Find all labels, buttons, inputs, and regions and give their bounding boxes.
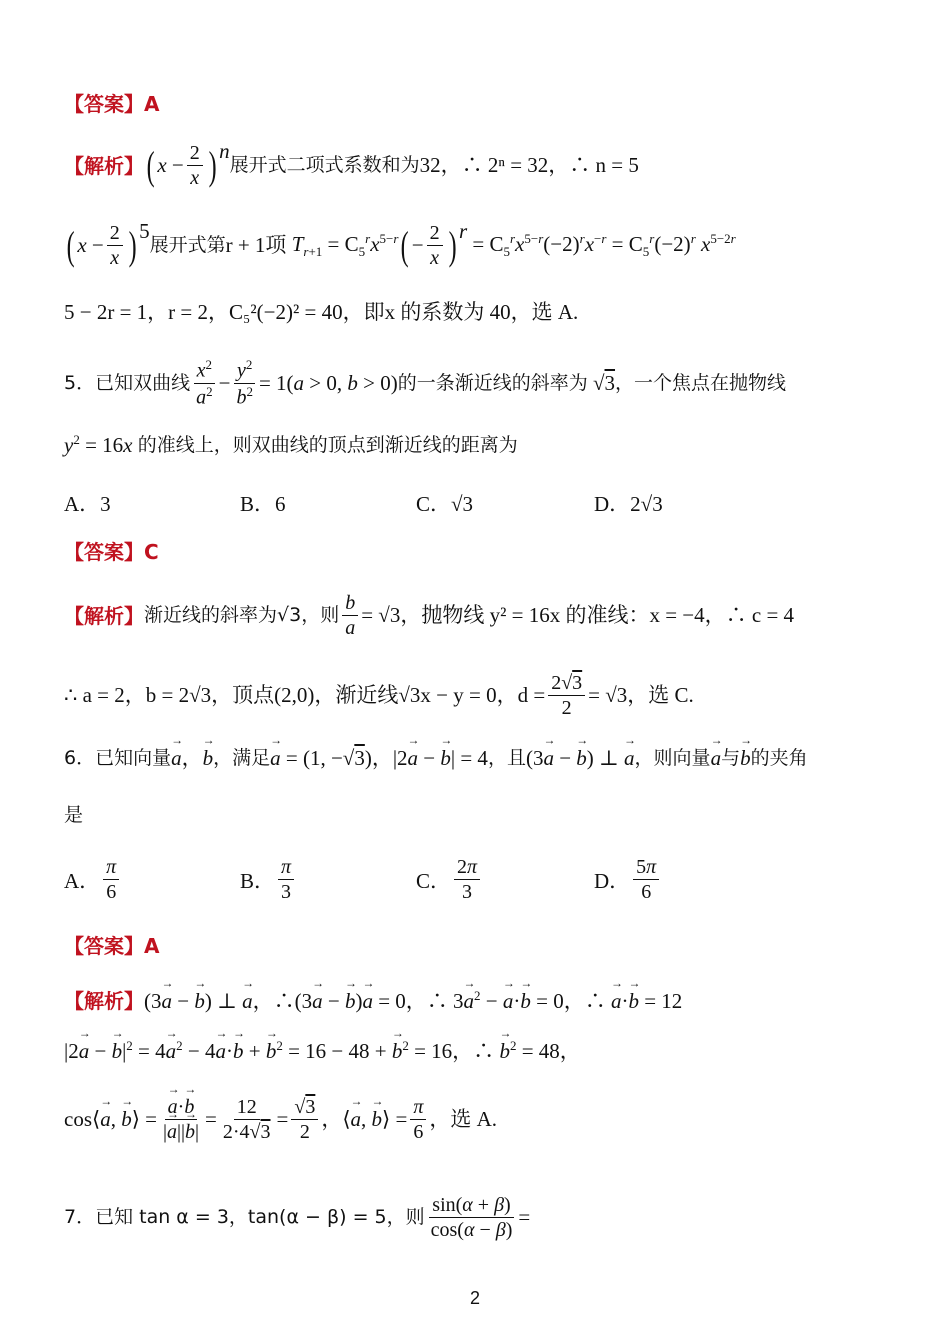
- q5-option-b: B．6: [240, 492, 286, 516]
- q5-ana2: = √3，抛物线 y² = 16x 的准线：x = −4，∴ c = 4: [361, 602, 795, 627]
- analysis-tag: 【解析】: [64, 603, 144, 628]
- q6-stem-e: 与: [721, 747, 741, 770]
- q6-option-a: A． $\frac{\pi}{6}$: [64, 856, 122, 903]
- q6-answer: [64, 934, 890, 958]
- q6-select: ，选 A.: [429, 1106, 498, 1131]
- q5-stem-b: 的一条渐近线的斜率为: [397, 371, 588, 394]
- q4-line1-text: 展开式二项式系数和为: [229, 154, 420, 177]
- q6-stem-f: 的夹角: [750, 747, 808, 770]
- q6-option-d: D． $\frac{5\pi}{6}$: [594, 856, 662, 903]
- q4-analysis-line3: [64, 300, 890, 325]
- q5-ana3: ∴ a = 2，b = 2√3，顶点(2,0)，渐近线√3x − y = 0，d =: [64, 682, 546, 707]
- q6-stem-c: ，且: [487, 747, 526, 770]
- q5-ana1: 渐近线的斜率为√3，则: [144, 604, 340, 627]
- q5-answer: [64, 540, 890, 564]
- q6-stem-g: 是: [64, 804, 84, 826]
- q5-stem-c: ，一个焦点在抛物线: [615, 371, 787, 394]
- answer-tag: 【答案】: [64, 540, 144, 564]
- q5-stem-line2: $y^2 = 16x$ 的准线上，则双曲线的顶点到渐近线的距离为: [64, 432, 518, 457]
- q6-option-c: C． $\frac{2\pi}{3}$: [416, 856, 483, 903]
- q5-analysis-line2: ∴ a = 2，b = 2√3，顶点(2,0)，渐近线√3x − y = 0，d = $\frac{2√3}{2}$ = √3，选 C.: [64, 672, 694, 719]
- q6-analysis-line1: 【解析】 (3→ a − → b) ⊥ → a，∴(3→ a − → b)→ a = 0，∴ $3\to a^2$ − → a·→ b = 0，∴ → a·→ b = 12: [64, 988, 890, 1014]
- q6-stem-line1: 6．已知向量 → a ， → b ，满足 → a = (1, −√3)，|2→ a − → b| = 4 ，且 (3→ a − → b) ⊥ → a ，则向量 → a 与 → b 的夹角: [64, 746, 890, 771]
- q4-line3: 5 − 2r = 1，r = 2，C₅²(−2)² = 40，即x 的系数为 40，选 A.: [64, 300, 579, 324]
- q6-analysis-line3: cos⟨→ a, → b⟩ = → $\frac{a\cdot\to b}{|\to a||\to b|}$ = $\frac{12}{2\cdot 4√3}$ = $\frac{√3}{2}$ ，⟨→ a, → b⟩ = $\frac{\pi}{6}$ ，选 A.: [64, 1096, 890, 1143]
- q6-stem-a: 6．已知向量: [64, 747, 172, 770]
- q6-option-b: B． $\frac{\pi}{3}$: [240, 856, 297, 903]
- q5-option-d: D．2√3: [594, 492, 663, 516]
- answer-value: A: [144, 934, 160, 958]
- q7-stem-text: 7．已知 tan α = 3，tan(α − β) = 5，则: [64, 1206, 425, 1229]
- answer-tag: 【答案】: [64, 92, 144, 116]
- q4-analysis-line2: ( x − $\frac{2}{x}$ ) 5 展开式第 r + 1项 $T_{r+1} = C_5^rx^{5-r}$ ( − $\frac{2}{x}$ ) r = $C_5^rx^{5-r}(-2)^rx^{-r} = C_5^r(-2)^r$ $x^{5-2r}$: [66, 218, 736, 269]
- q5-stem-d: 的准线上，则双曲线的顶点到渐近线的距离为: [137, 433, 518, 456]
- q5-analysis-line1: 【解析】 渐近线的斜率为√3，则 $\frac{b}{a}$ = √3，抛物线 y² = 16x 的准线：x = −4，∴ c = 4: [64, 592, 795, 639]
- q6-analysis-line2: |2→ a − → $b|^2 = 4\to a^2 - 4\to a\cdot\to b$ + → $b^2 = 16 - 48$ + → $b^2 = 16$，∴ → $b^2 = 48$，: [64, 1038, 890, 1064]
- q6-stem-d: ，则向量: [634, 747, 711, 770]
- page-number: 2: [469, 1288, 480, 1308]
- analysis-tag: 【解析】: [64, 153, 144, 178]
- q7-stem: 7．已知 tan α = 3，tan(α − β) = 5，则 $\frac{\sin(\alpha + \beta)}{\cos(\alpha - \beta)}$ =: [64, 1194, 531, 1241]
- q6-stem-line2: [64, 804, 890, 827]
- q5-option-a: A．3: [64, 492, 111, 516]
- q5-option-c: C．√3: [416, 492, 474, 516]
- q5-ana4: = √3，选 C.: [588, 682, 694, 707]
- q4-analysis-line1: 【解析】 ( x − $\frac{2}{x}$ ) n 展开式二项式系数和为 32，∴ 2ⁿ = 32，∴ n = 5: [64, 138, 639, 189]
- q5-stem-a: 5．已知双曲线: [64, 371, 191, 394]
- q5-stem-line1: 5．已知双曲线 $\frac{x^2}{a^2}$ − $\frac{y^2}{b^2}$ = 1(a > 0, b > 0) 的一条渐近线的斜率为 √3 ，一个焦点在抛物线: [64, 357, 787, 409]
- q4-line2-term: r + 1项: [225, 232, 287, 257]
- answer-value: A: [144, 92, 160, 116]
- answer-tag: 【答案】: [64, 934, 144, 958]
- q4-line1-math: 32，∴ 2ⁿ = 32，∴ n = 5: [419, 152, 639, 177]
- q6-stem-b: ，满足: [213, 747, 271, 770]
- q4-line2-text: 展开式第: [149, 234, 226, 257]
- analysis-tag: 【解析】: [64, 989, 144, 1014]
- q4-answer: [64, 92, 890, 116]
- answer-value: C: [144, 540, 159, 564]
